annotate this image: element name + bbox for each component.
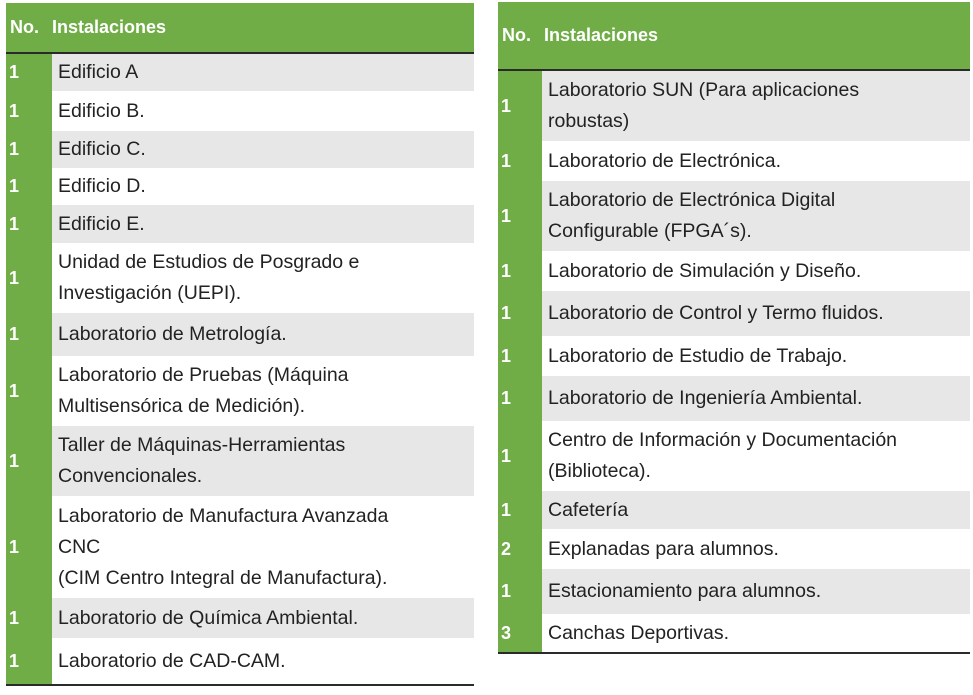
- row-facility-name: [52, 54, 474, 91]
- row-facility-name: [52, 598, 474, 638]
- table-row: [6, 168, 474, 205]
- row-facility-name: [52, 205, 474, 243]
- row-number: 1: [498, 251, 542, 291]
- table-row: [498, 376, 970, 421]
- row-number: 1: [6, 131, 52, 168]
- facility-name-line: Laboratorio de Metrología.: [58, 323, 287, 345]
- row-facility-name: [542, 291, 970, 336]
- row-number: 1: [6, 356, 52, 426]
- row-number: 1: [6, 91, 52, 131]
- header-instalaciones: Instalaciones: [52, 17, 167, 37]
- row-number: 1: [498, 291, 542, 336]
- facility-name-line: Edificio B.: [58, 99, 145, 122]
- facility-name-line: Laboratorio de CAD-CAM.: [58, 649, 286, 672]
- table-row: [498, 569, 970, 614]
- table-row: [498, 141, 970, 181]
- table-row: [498, 71, 970, 141]
- facility-name-line: Centro de Información y Documentación: [548, 429, 898, 451]
- row-number: 1: [6, 54, 52, 91]
- facility-name-line: Convencionales.: [58, 465, 203, 487]
- row-facility-name: [542, 376, 970, 421]
- table-row: [6, 313, 474, 356]
- row-facility-name: [52, 168, 474, 205]
- table-row: [6, 243, 474, 313]
- table-header: [6, 3, 474, 54]
- facility-name-line: Laboratorio de Electrónica Digital: [548, 189, 836, 211]
- row-number: 1: [6, 205, 52, 243]
- row-facility-name: [542, 71, 970, 141]
- table-row: [6, 205, 474, 243]
- table-header: [498, 2, 970, 71]
- facility-name-line: Edificio E.: [58, 212, 145, 235]
- header-no: No.: [502, 25, 531, 45]
- facility-name-line: Laboratorio de Control y Termo fluidos.: [548, 302, 884, 324]
- row-number: 1: [498, 376, 542, 421]
- row-number: 2: [498, 529, 542, 569]
- row-number: 1: [6, 168, 52, 205]
- row-number: 1: [6, 313, 52, 356]
- left-facilities-table: [6, 3, 474, 686]
- facility-name-line: Taller de Máquinas-Herramientas: [58, 434, 346, 456]
- facility-name-line: Laboratorio de Química Ambiental.: [58, 606, 359, 629]
- row-facility-name: [542, 569, 970, 614]
- row-number: 3: [498, 614, 542, 652]
- row-number: 1: [498, 336, 542, 376]
- row-facility-name: [542, 141, 970, 181]
- facility-name-line: Canchas Deportivas.: [548, 621, 730, 644]
- facility-name-line: Laboratorio SUN (Para aplicaciones: [548, 79, 860, 101]
- facility-name-line: Multisensórica de Medición).: [58, 395, 306, 417]
- facility-name-line: robustas): [548, 110, 630, 132]
- row-facility-name: [52, 496, 474, 598]
- facility-name-line: Investigación (UEPI).: [58, 282, 242, 304]
- table-row: [6, 131, 474, 168]
- right-facilities-table: [498, 2, 970, 654]
- facility-name-line: (CIM Centro Integral de Manufactura).: [58, 566, 388, 589]
- row-number: 1: [6, 638, 52, 684]
- table-row: [498, 529, 970, 569]
- table-row: [498, 291, 970, 336]
- table-row: [498, 336, 970, 376]
- row-facility-name: [542, 251, 970, 291]
- facility-name-line: CNC: [58, 535, 101, 558]
- row-facility-name: [542, 336, 970, 376]
- row-number: 1: [498, 181, 542, 251]
- row-number: 1: [6, 598, 52, 638]
- row-facility-name: [542, 529, 970, 569]
- row-number: 1: [498, 491, 542, 529]
- table-body: [6, 54, 474, 684]
- facility-name-line: Laboratorio de Pruebas (Máquina: [58, 364, 349, 386]
- table-row: [6, 638, 474, 684]
- facility-name-line: Edificio A: [58, 61, 139, 83]
- facility-name-line: Edificio D.: [58, 175, 146, 197]
- row-number: 1: [498, 71, 542, 141]
- table-row: [498, 181, 970, 251]
- facility-name-line: Configurable (FPGA´s).: [548, 220, 752, 242]
- facility-name-line: Estacionamiento para alumnos.: [548, 580, 822, 602]
- row-facility-name: [52, 313, 474, 356]
- table-row: [6, 54, 474, 91]
- row-facility-name: [52, 131, 474, 168]
- header-instalaciones: Instalaciones: [544, 25, 659, 45]
- row-facility-name: [52, 356, 474, 426]
- facility-name-line: Explanadas para alumnos.: [548, 537, 779, 560]
- table-row: [6, 356, 474, 426]
- row-number: 1: [6, 426, 52, 496]
- row-facility-name: [52, 638, 474, 684]
- row-facility-name: [542, 181, 970, 251]
- facility-name-line: Laboratorio de Manufactura Avanzada: [58, 504, 389, 527]
- table-row: [498, 421, 970, 491]
- table-row: [6, 91, 474, 131]
- row-number: 1: [6, 496, 52, 598]
- row-number: 1: [498, 141, 542, 181]
- row-number: 1: [498, 421, 542, 491]
- table-row: [6, 496, 474, 598]
- row-facility-name: [542, 421, 970, 491]
- row-number: 1: [6, 243, 52, 313]
- table-row: [498, 251, 970, 291]
- facility-name-line: Laboratorio de Simulación y Diseño.: [548, 259, 862, 282]
- row-facility-name: [52, 426, 474, 496]
- facility-name-line: Unidad de Estudios de Posgrado e: [58, 251, 360, 273]
- table-row: [6, 598, 474, 638]
- facility-name-line: Edificio C.: [58, 138, 146, 160]
- table-body: [498, 71, 970, 652]
- table-row: [498, 491, 970, 529]
- header-no: No.: [10, 17, 39, 37]
- row-number: 1: [498, 569, 542, 614]
- facility-name-line: Laboratorio de Estudio de Trabajo.: [548, 344, 848, 367]
- row-facility-name: [542, 491, 970, 529]
- facility-name-line: (Biblioteca).: [548, 460, 651, 482]
- row-facility-name: [52, 243, 474, 313]
- facility-name-line: Cafetería: [548, 498, 629, 521]
- table-row: [498, 614, 970, 652]
- facility-name-line: Laboratorio de Ingeniería Ambiental.: [548, 387, 863, 409]
- row-facility-name: [52, 91, 474, 131]
- table-row: [6, 426, 474, 496]
- facility-name-line: Laboratorio de Electrónica.: [548, 149, 782, 172]
- row-facility-name: [542, 614, 970, 652]
